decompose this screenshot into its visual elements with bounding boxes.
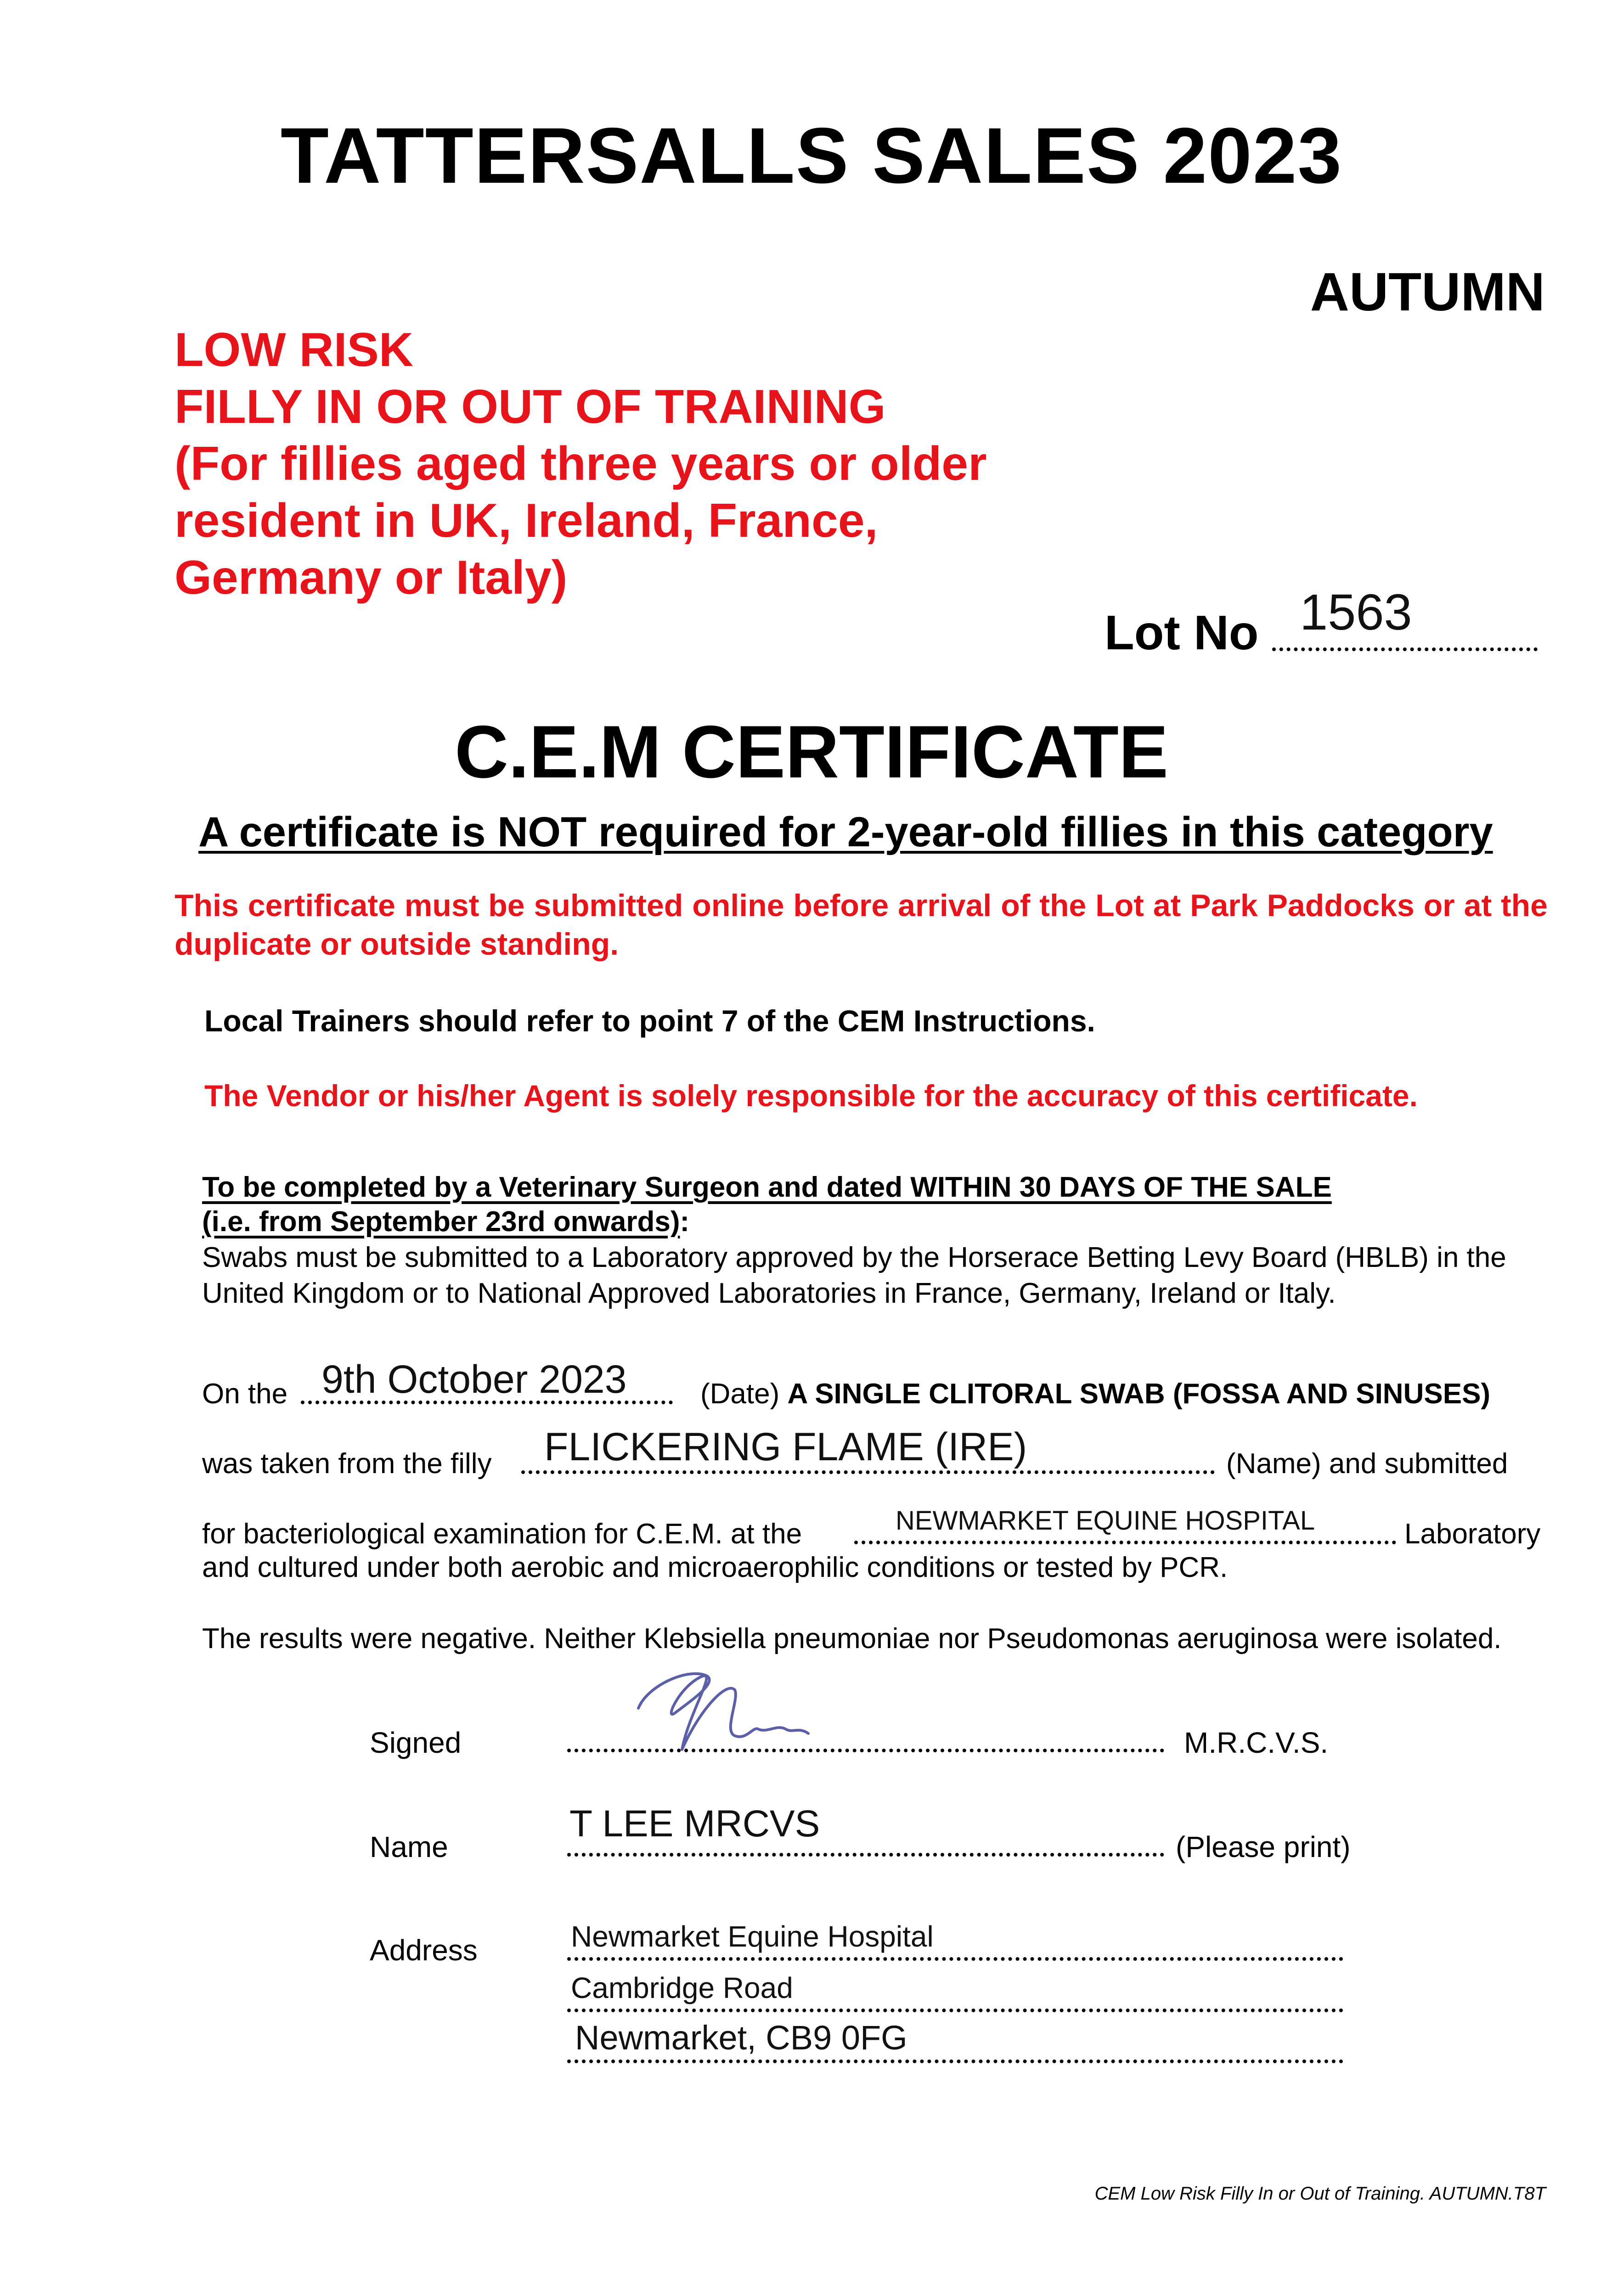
lot-number-value: 1563 [1300,584,1412,641]
category-line: resident in UK, Ireland, France, [175,494,878,547]
submission-note: This certificate must be submitted online before arrival of the Lot at Park Paddocks or at the duplicate or outside standing. [175,888,1548,962]
vet-heading-line2: (i.e. from September 23rd onwards) [202,1206,680,1238]
category-line: (For fillies aged three years or older [175,437,987,490]
please-print-hint: (Please print) [1176,1830,1351,1863]
vet-heading-line1: To be completed by a Veterinary Surgeon and dated WITHIN 30 DAYS OF THE SALE [202,1171,1332,1203]
swab-type: A SINGLE CLITORAL SWAB (FOSSA AND SINUSES) [787,1378,1491,1410]
filly-name-field[interactable]: FLICKERING FLAME (IRE) [544,1425,1027,1469]
lot-number-dotted-line [1272,647,1538,651]
category-line: LOW RISK [175,323,413,377]
address-dotted-line [567,1957,1343,1961]
date-suffix: (Date) [700,1378,780,1410]
vet-name-dotted-line [567,1853,1164,1857]
season-label: AUTUMN [1310,262,1545,322]
signed-label: Signed [370,1726,462,1759]
vet-name-label: Name [370,1830,448,1863]
certificate-title: C.E.M CERTIFICATE [455,710,1168,793]
document-title: TATTERSALLS SALES 2023 [280,112,1343,200]
address-line-2[interactable]: Cambridge Road [571,1971,793,2004]
vet-section-subheading [202,1205,689,1238]
filly-name-suffix: (Name) and submitted [1226,1448,1508,1480]
local-trainers-note: Local Trainers should refer to point 7 of the CEM Instructions. [204,1004,1095,1038]
mrcvs-suffix: M.R.C.V.S. [1184,1726,1329,1759]
address-label: Address [370,1934,478,1967]
category-line: FILLY IN OR OUT OF TRAINING [175,380,886,433]
address-dotted-line [567,2060,1343,2063]
laboratory-dotted-line [854,1541,1396,1544]
vet-instructions: Swabs must be submitted to a Laboratory approved by the Horserace Betting Levy Board (HBLB) in the United Kingdom or to National Approved Laboratories in France, Germany, Ireland or Italy. [202,1242,1506,1309]
date-suffix-line [700,1378,1490,1410]
vet-section-heading [202,1171,1332,1204]
category-line: Germany or Italy) [175,551,568,604]
handwritten-signature [620,1658,831,1759]
filly-label: was taken from the filly [202,1448,492,1480]
laboratory-suffix: Laboratory [1404,1518,1541,1550]
filly-name-dotted-line [521,1470,1215,1474]
results-statement: The results were negative. Neither Klebsiella pneumoniae nor Pseudomonas aeruginosa were isolated. [202,1623,1502,1654]
laboratory-field[interactable]: NEWMARKET EQUINE HOSPITAL [896,1506,1315,1536]
address-line-1[interactable]: Newmarket Equine Hospital [571,1920,934,1953]
address-dotted-line [567,2009,1343,2012]
address-line-3[interactable]: Newmarket, CB9 0FG [575,2019,907,2057]
category-block [175,321,987,606]
lot-number-label: Lot No [1105,606,1259,660]
heading-colon: : [680,1206,690,1238]
laboratory-label: for bacteriological examination for C.E.M. at the [202,1518,802,1550]
vendor-responsibility-note: The Vendor or his/her Agent is solely responsible for the accuracy of this certificate. [204,1079,1418,1113]
not-required-note: A certificate is NOT required for 2-year-old fillies in this category [198,809,1493,855]
date-label: On the [202,1378,288,1410]
footer-reference: CEM Low Risk Filly In or Out of Training. AUTUMN.T8T [1094,2183,1546,2204]
date-field[interactable]: 9th October 2023 [321,1357,627,1401]
vet-name-field[interactable]: T LEE MRCVS [569,1803,820,1845]
culture-conditions-text: and cultured under both aerobic and microaerophilic conditions or tested by PCR. [202,1552,1228,1583]
